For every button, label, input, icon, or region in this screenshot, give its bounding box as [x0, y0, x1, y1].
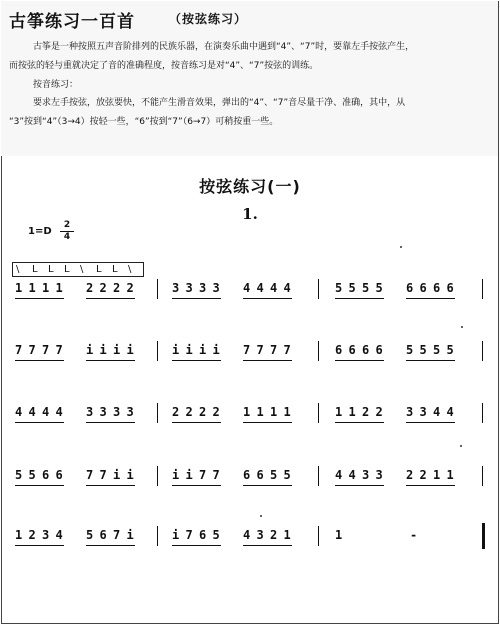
technique-mark: \: [16, 264, 20, 275]
jianpu-note: 2: [406, 468, 414, 482]
jianpu-note: 3: [362, 468, 370, 482]
jianpu-note: 3: [256, 528, 264, 542]
beam-underline: [172, 298, 221, 299]
jianpu-note: 1: [335, 405, 343, 419]
jianpu-note: 5: [28, 468, 36, 482]
jianpu-note: 2: [28, 528, 36, 542]
intro-paragraph: 按音练习：: [33, 80, 79, 90]
jianpu-note: 6: [256, 468, 264, 482]
beam-underline: [15, 485, 64, 486]
exercise-title: 按弦练习(一): [199, 177, 301, 196]
jianpu-note: 4: [55, 405, 63, 419]
barline: [157, 279, 158, 299]
barline: [318, 403, 319, 423]
jianpu-note: 4: [28, 405, 36, 419]
jianpu-note: i: [126, 528, 134, 542]
beam-underline: [335, 298, 384, 299]
jianpu-note: 2: [212, 405, 220, 419]
jianpu-note: 1: [446, 468, 454, 482]
jianpu-note: 4: [433, 405, 441, 419]
beam-underline: [15, 422, 64, 423]
jianpu-note: 6: [99, 528, 107, 542]
jianpu-note: 1: [283, 405, 291, 419]
beam-underline: [15, 545, 64, 546]
technique-mark: L: [96, 264, 102, 275]
jianpu-note: i: [86, 343, 94, 357]
beam-underline: [335, 485, 384, 486]
beam-underline: [243, 545, 292, 546]
dash-note: -: [410, 528, 418, 542]
jianpu-note: 3: [199, 281, 207, 295]
jianpu-note: i: [113, 468, 121, 482]
key-signature: 1=D: [28, 226, 52, 237]
jianpu-note: i: [126, 468, 134, 482]
technique-mark: L: [48, 264, 54, 275]
beam-underline: [335, 422, 384, 423]
jianpu-note: 2: [113, 281, 121, 295]
beam-underline: [172, 360, 221, 361]
jianpu-note: 1: [348, 405, 356, 419]
jianpu-note: 7: [113, 528, 121, 542]
jianpu-note: 5: [362, 281, 370, 295]
beam-underline: [243, 298, 292, 299]
barline: [157, 466, 158, 486]
jianpu-note: 3: [375, 468, 383, 482]
jianpu-note: 5: [446, 343, 454, 357]
jianpu-note: 2: [126, 281, 134, 295]
final-barline: [482, 523, 485, 549]
jianpu-note: 4: [256, 281, 264, 295]
speck: [461, 326, 463, 328]
barline: [482, 466, 483, 486]
jianpu-note: 1: [270, 405, 278, 419]
jianpu-note: 7: [212, 468, 220, 482]
jianpu-note: 1: [55, 281, 63, 295]
page-title: 古筝练习一百首: [9, 12, 135, 32]
jianpu-note: 2: [185, 405, 193, 419]
jianpu-note: 2: [419, 468, 427, 482]
jianpu-note: 6: [419, 281, 427, 295]
jianpu-note: 6: [446, 281, 454, 295]
beam-underline: [406, 485, 455, 486]
barline: [318, 341, 319, 361]
barline: [157, 341, 158, 361]
jianpu-note: 6: [348, 343, 356, 357]
jianpu-note: 6: [406, 281, 414, 295]
jianpu-note: 3: [113, 405, 121, 419]
beam-underline: [172, 422, 221, 423]
barline: [318, 466, 319, 486]
beam-underline: [406, 298, 455, 299]
jianpu-note: i: [126, 343, 134, 357]
jianpu-note: 3: [126, 405, 134, 419]
jianpu-note: 5: [212, 528, 220, 542]
jianpu-note: 5: [375, 281, 383, 295]
jianpu-note: 6: [362, 343, 370, 357]
jianpu-note: 5: [270, 468, 278, 482]
technique-mark: L: [64, 264, 70, 275]
beam-underline: [86, 422, 135, 423]
jianpu-note: 4: [42, 405, 50, 419]
intro-paragraph: 古筝是一种按照五声音阶排列的民族乐器，在演奏乐曲中遇到“4”、“7”时，要靠左手按弦产生，: [33, 42, 415, 52]
beam-underline: [86, 485, 135, 486]
page-subtitle: （按弦练习）: [169, 12, 248, 26]
beam-underline: [15, 298, 64, 299]
jianpu-note: i: [185, 343, 193, 357]
jianpu-note: 4: [283, 281, 291, 295]
jianpu-note: 2: [86, 281, 94, 295]
jianpu-note: 5: [15, 468, 23, 482]
jianpu-note: 5: [406, 343, 414, 357]
jianpu-note: 7: [99, 468, 107, 482]
jianpu-note: 4: [335, 468, 343, 482]
beam-underline: [86, 298, 135, 299]
jianpu-note: 3: [86, 405, 94, 419]
jianpu-note: 2: [375, 405, 383, 419]
jianpu-note: 4: [446, 405, 454, 419]
beam-underline: [243, 485, 292, 486]
jianpu-note: 3: [42, 528, 50, 542]
jianpu-note: 7: [243, 343, 251, 357]
time-signature-bottom: 4: [63, 232, 71, 242]
jianpu-note: 4: [270, 281, 278, 295]
barline: [157, 526, 158, 546]
jianpu-note: 2: [199, 405, 207, 419]
jianpu-note: i: [172, 343, 180, 357]
jianpu-note: 7: [185, 528, 193, 542]
jianpu-note: 1: [28, 281, 36, 295]
jianpu-note: 3: [212, 281, 220, 295]
jianpu-note: 6: [199, 528, 207, 542]
technique-mark: L: [112, 264, 118, 275]
jianpu-note: 6: [335, 343, 343, 357]
time-signature: [60, 221, 74, 242]
barline: [482, 341, 483, 361]
jianpu-note: 1: [15, 528, 23, 542]
beam-underline: [406, 422, 455, 423]
jianpu-note: 2: [99, 281, 107, 295]
jianpu-note: 1: [42, 281, 50, 295]
jianpu-note: 1: [243, 405, 251, 419]
jianpu-note: 3: [172, 281, 180, 295]
jianpu-note: i: [212, 343, 220, 357]
jianpu-note: 3: [406, 405, 414, 419]
technique-marks-box: [12, 262, 144, 277]
beam-underline: [86, 545, 135, 546]
barline: [318, 526, 319, 546]
speck: [400, 246, 402, 248]
jianpu-note: 3: [185, 281, 193, 295]
jianpu-note: i: [172, 468, 180, 482]
jianpu-note: 5: [419, 343, 427, 357]
jianpu-note: 6: [55, 468, 63, 482]
beam-underline: [243, 422, 292, 423]
speck: [260, 515, 262, 517]
jianpu-note: i: [172, 528, 180, 542]
barline: [318, 279, 319, 299]
jianpu-note: 1: [15, 281, 23, 295]
jianpu-note: 6: [375, 343, 383, 357]
jianpu-note: 3: [419, 405, 427, 419]
jianpu-note: 1: [283, 528, 291, 542]
intro-paragraph: 而按弦的轻与重就决定了音的准确程度，按音练习是对“4”、“7”按弦的训练。: [9, 61, 319, 71]
jianpu-note: i: [99, 343, 107, 357]
jianpu-note: 3: [99, 405, 107, 419]
jianpu-note: 2: [362, 405, 370, 419]
barline: [482, 403, 483, 423]
intro-paragraph: 要求左手按弦，放弦要快，不能产生滑音效果，弹出的“4”、“7”音尽量干净、准确，其中，从: [33, 98, 406, 108]
jianpu-note: 5: [348, 281, 356, 295]
jianpu-note: 7: [42, 343, 50, 357]
barline: [482, 279, 483, 299]
jianpu-note: 7: [199, 468, 207, 482]
jianpu-note: 6: [243, 468, 251, 482]
jianpu-note: 7: [270, 343, 278, 357]
jianpu-note: 1: [335, 528, 343, 542]
beam-underline: [243, 360, 292, 361]
jianpu-note: 7: [86, 468, 94, 482]
jianpu-note: 5: [335, 281, 343, 295]
jianpu-note: 6: [42, 468, 50, 482]
jianpu-note: 7: [283, 343, 291, 357]
jianpu-note: 4: [55, 528, 63, 542]
beam-underline: [15, 360, 64, 361]
jianpu-note: 2: [172, 405, 180, 419]
jianpu-note: 6: [433, 281, 441, 295]
beam-underline: [335, 360, 384, 361]
beam-underline: [172, 545, 221, 546]
jianpu-note: 1: [433, 468, 441, 482]
jianpu-note: 4: [348, 468, 356, 482]
intro-section: [1, 1, 498, 156]
technique-mark: \: [80, 264, 84, 275]
technique-mark: L: [32, 264, 38, 275]
jianpu-note: 7: [15, 343, 23, 357]
jianpu-note: 7: [256, 343, 264, 357]
jianpu-note: 5: [433, 343, 441, 357]
jianpu-note: i: [113, 343, 121, 357]
jianpu-note: 7: [55, 343, 63, 357]
time-signature-top: 2: [63, 220, 71, 230]
technique-mark: \: [128, 264, 132, 275]
jianpu-note: 5: [283, 468, 291, 482]
beam-underline: [406, 360, 455, 361]
jianpu-note: 2: [270, 528, 278, 542]
intro-paragraph: “3”按到“4”（3→4）按轻一些，“6”按到“7”（6→7）可稍按重一些。: [9, 117, 279, 127]
jianpu-note: 4: [243, 528, 251, 542]
speck: [460, 445, 462, 447]
jianpu-note: i: [199, 343, 207, 357]
barline: [157, 403, 158, 423]
jianpu-note: 4: [243, 281, 251, 295]
jianpu-note: 5: [86, 528, 94, 542]
beam-underline: [172, 485, 221, 486]
jianpu-note: i: [185, 468, 193, 482]
jianpu-note: 4: [15, 405, 23, 419]
jianpu-note: 7: [28, 343, 36, 357]
beam-underline: [86, 360, 135, 361]
jianpu-note: 1: [256, 405, 264, 419]
piece-number: 1.: [242, 205, 258, 223]
